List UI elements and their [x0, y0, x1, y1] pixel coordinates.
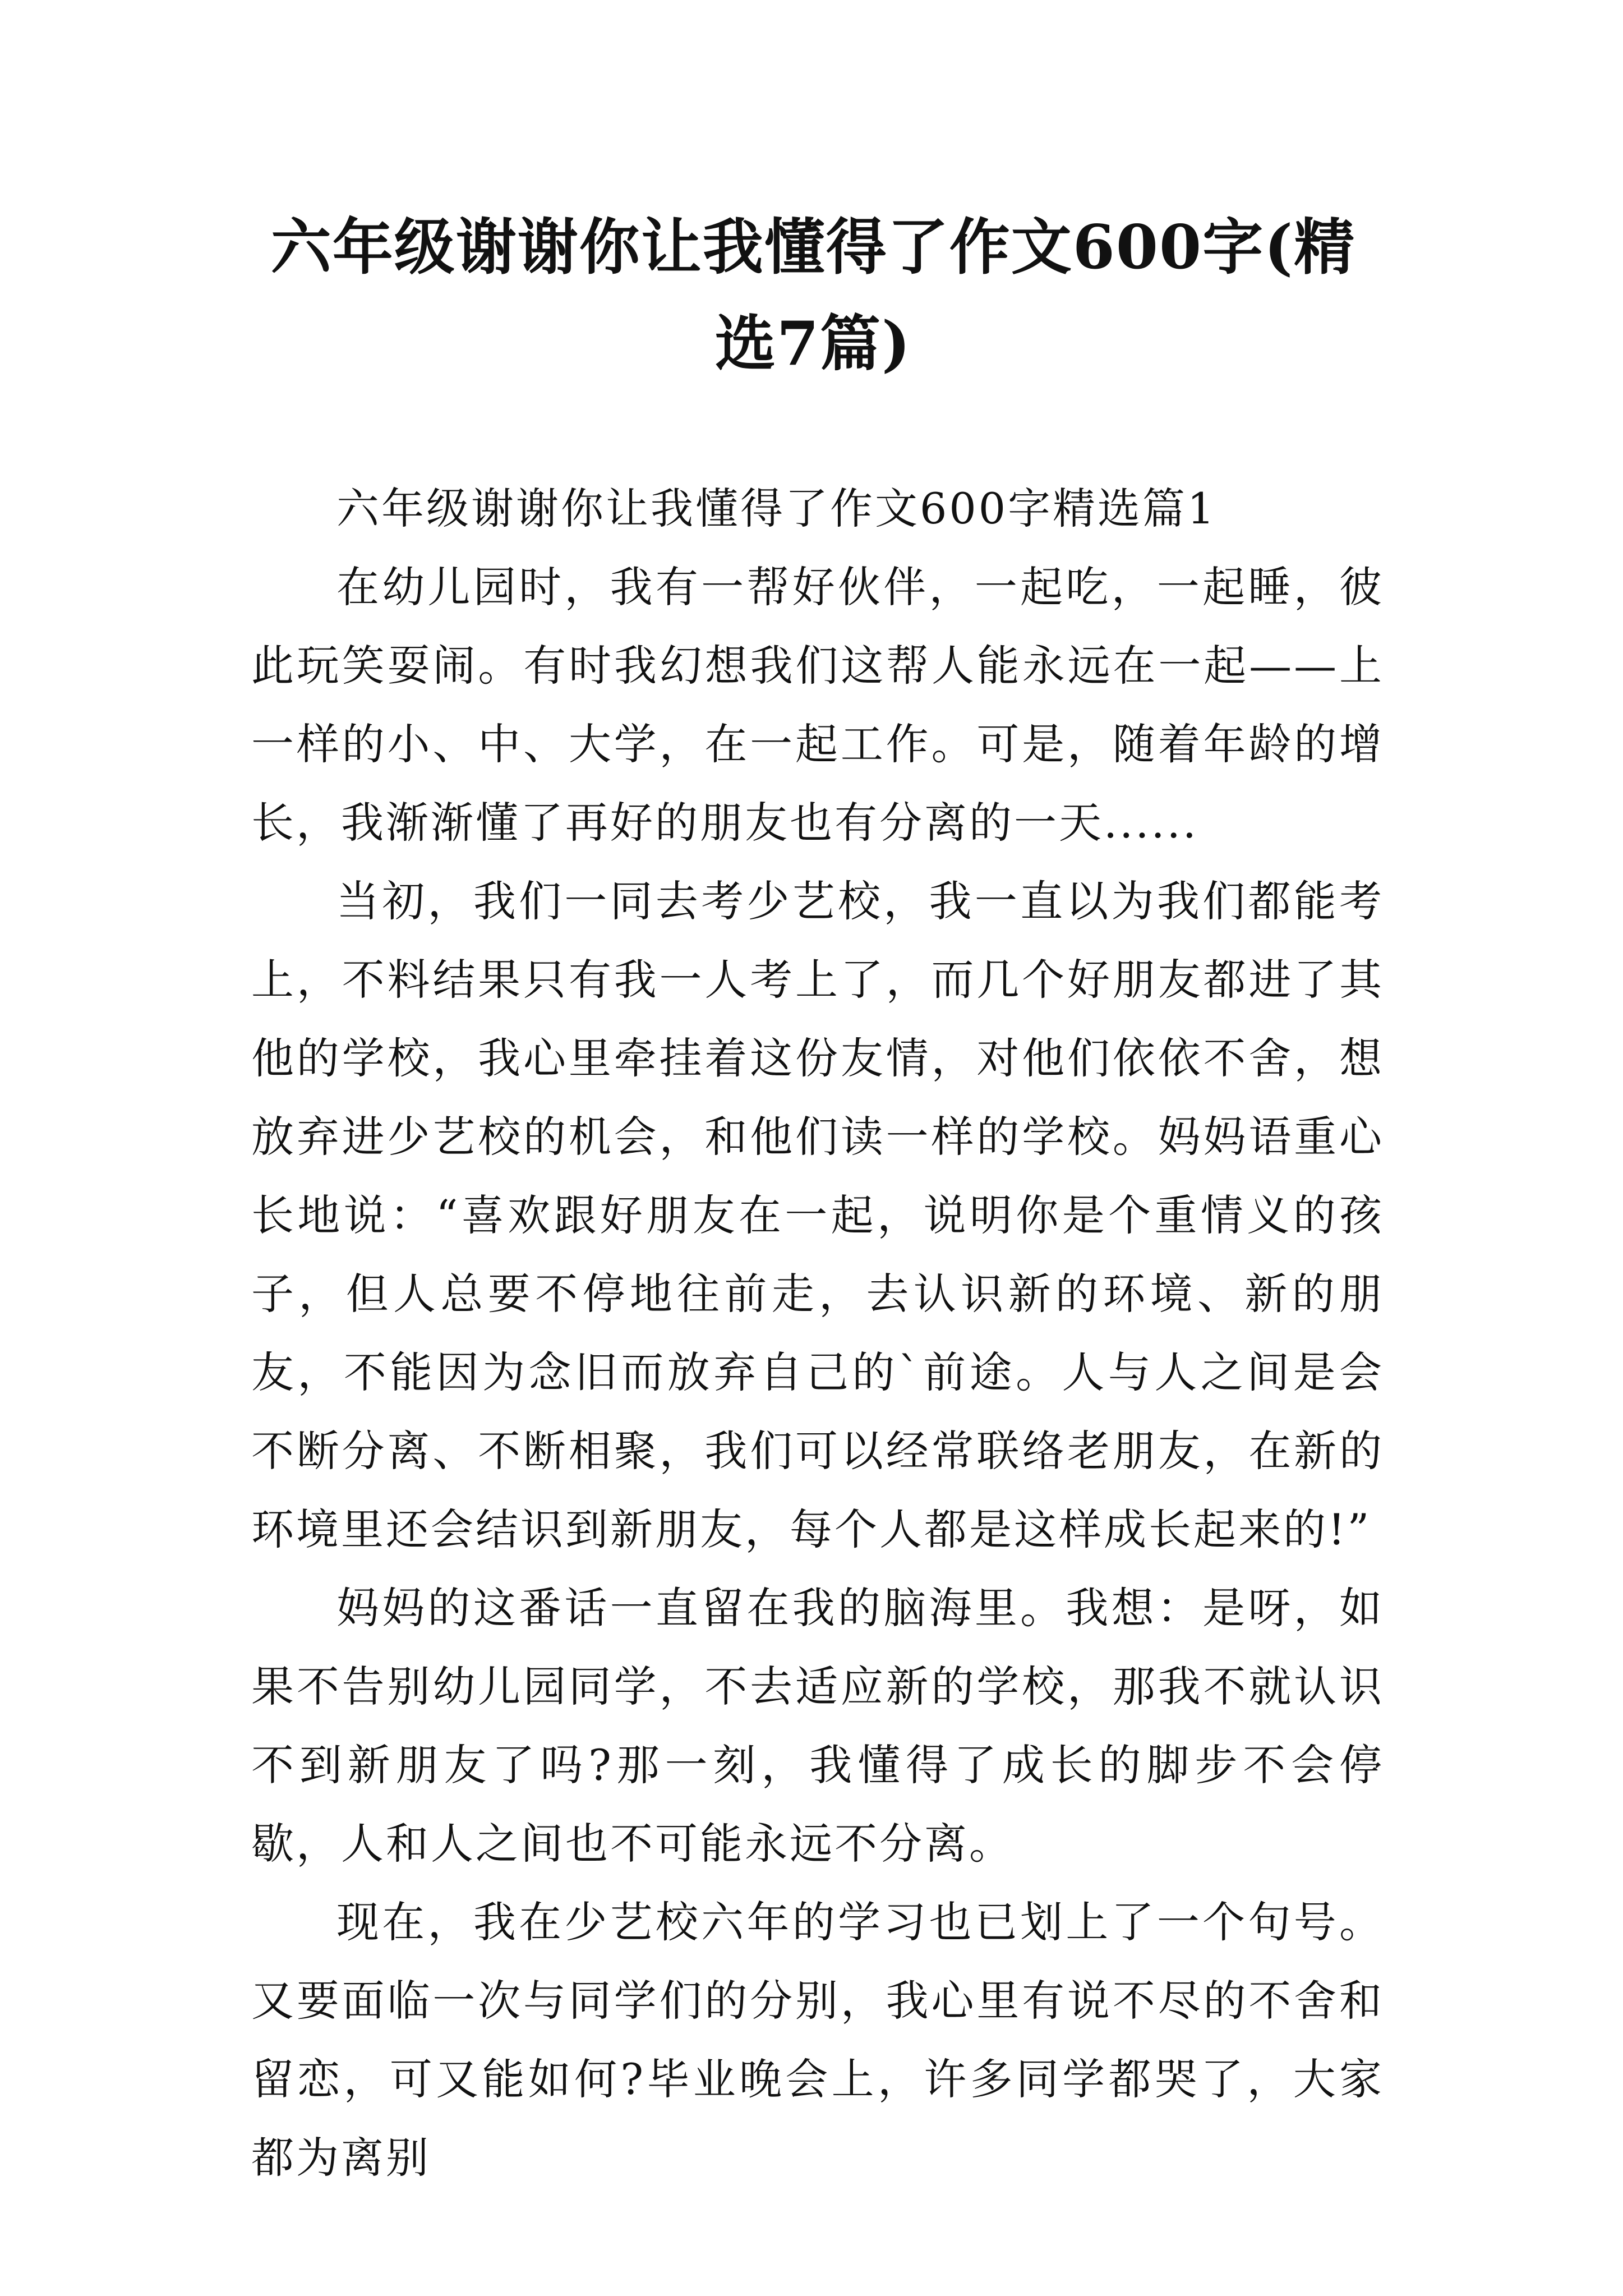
body-paragraph: 妈妈的这番话一直留在我的脑海里。我想：是呀，如果不告别幼儿园同学，不去适应新的学校，那我不就认识不到新朋友了吗?那一刻，我懂得了成长的脚步不会停歇，人和人之间也不可能永远不分离。 [251, 1583, 1384, 1869]
body-paragraph: 在幼儿园时，我有一帮好伙伴，一起吃，一起睡，彼此玩笑耍闹。有时我幻想我们这帮人能永远在一起——上一样的小、中、大学，在一起工作。可是，随着年龄的增长，我渐渐懂了再好的朋友也有分离的一天...... [251, 562, 1384, 848]
body-paragraph: 现在，我在少艺校六年的学习也已划上了一个句号。又要面临一次与同学们的分别，我心里有说不尽的不舍和留恋，可又能如何?毕业晚会上，许多同学都哭了，大家都为离别 [251, 1897, 1384, 2183]
body-paragraph: 当初，我们一同去考少艺校，我一直以为我们都能考上，不料结果只有我一人考上了，而几个好朋友都进了其他的学校，我心里牵挂着这份友情，对他们依依不舍，想放弃进少艺校的机会，和他们读一样的学校。妈妈语重心长地说：“喜欢跟好朋友在一起，说明你是个重情义的孩子，但人总要不停地往前走，去认识新的环境、新的朋友，不能因为念旧而放弃自己的`前途。人与人之间是会不断分离、不断相聚，我们可以经常联络老朋友，在新的环境里还会结识到新朋友，每个人都是这样成长起来的!” [251, 876, 1384, 1554]
document-body [251, 470, 1384, 2197]
section-heading: 六年级谢谢你让我懂得了作文600字精选篇1 [336, 484, 1217, 533]
document-title: 六年级谢谢你让我懂得了作文600字(精选7篇) [270, 212, 1356, 379]
